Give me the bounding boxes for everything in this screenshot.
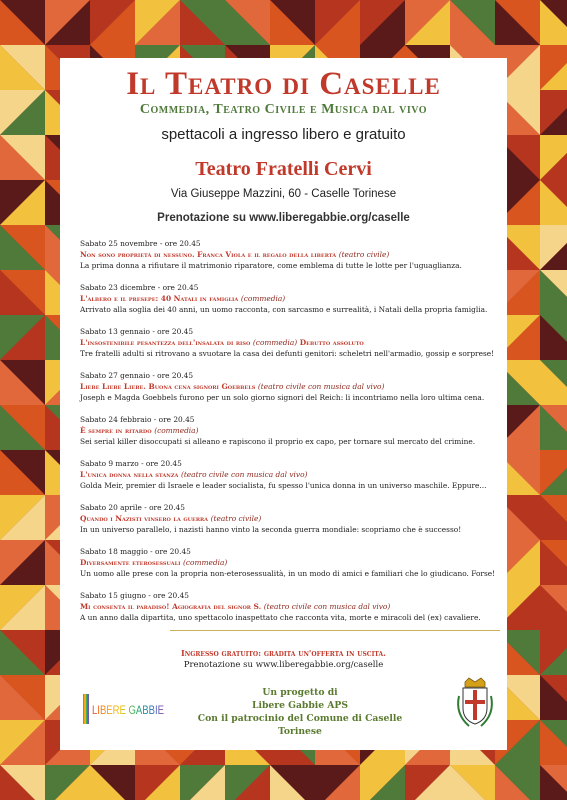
event-date: Sabato 23 dicembre - ore 20.45 (80, 283, 199, 292)
free-entry-note: Ingresso gratuito: gradita un'offerta in uscita. (181, 648, 386, 658)
event-description: La prima donna a rifiutare il matrimonio riparatore, come emblema di tutte le lotte per l'uguaglianza. (80, 261, 462, 270)
event-genre: (teatro civile con musica dal vivo) (263, 602, 391, 611)
event-date: Sabato 24 febbraio - ore 20.45 (80, 415, 195, 424)
free-entry-line: spettacoli a ingresso libero e gratuito (161, 126, 406, 143)
caselle-coat-of-arms-icon (455, 678, 495, 730)
event-description: Arrivato alla soglia dei 40 anni, un uomo racconta, con sarcasmo e surrealità, i Natali della propria famiglia. (80, 305, 488, 314)
event-date: Sabato 9 marzo - ore 20.45 (80, 459, 182, 468)
event-description: Un uomo alle prese con la propria non-eterosessualità, in un modo di amici e familiari che lo giudicano. Forse! (80, 569, 496, 578)
event-title: L'albero e il presepe: 40 Natali in famiglia (commedia) (80, 294, 286, 303)
event-title: L'insostenibile pesantezza dell'insalata di riso (commedia) Debutto assoluto (80, 338, 364, 347)
event-item (80, 546, 496, 590)
event-title: Diversamente eterosessuali (commedia) (80, 558, 228, 567)
event-title: Mi consenta il paradiso! Agiografia del signor S. (teatro civile con musica dal vivo) (80, 602, 391, 611)
event-genre: (commedia) (252, 338, 298, 347)
event-item (80, 238, 492, 282)
program-panel (60, 58, 507, 750)
event-item (80, 458, 492, 502)
event-item (80, 326, 495, 370)
event-date: Sabato 25 novembre - ore 20.45 (80, 239, 201, 248)
svg-text:LIBERE GABBIE: LIBERE GABBIE (92, 705, 165, 717)
event-item (80, 590, 492, 634)
event-title: Non sono proprietà di nessuno. Franca Viola e il regalo della libertà (teatro civile) (80, 250, 390, 259)
event-genre: (commedia) (240, 294, 286, 303)
event-genre: (commedia) (183, 558, 228, 567)
footer-divider (170, 630, 500, 631)
event-genre: (teatro civile) (210, 514, 262, 523)
event-description: Tre fratelli adulti si ritrovano a svuotare la casa dei defunti genitori: scheletri nell'armadio, gossip e sorprese! (80, 349, 495, 358)
event-description: Sei serial killer disoccupati si alleano e rapiscono il proprio ex capo, per tornare sul mercato del crimine. (80, 437, 476, 446)
venue-name: Teatro Fratelli Cervi (195, 158, 372, 180)
libere-gabbie-logo (80, 688, 166, 730)
project-line-1: Un progetto di (262, 687, 338, 698)
event-item (80, 502, 492, 546)
event-date: Sabato 18 maggio - ore 20.45 (80, 547, 191, 556)
event-title: È sempre in ritardo (commedia) (80, 426, 199, 435)
event-item (80, 370, 492, 414)
footer-booking-line: Prenotazione su www.liberegabbie.org/caselle (183, 660, 384, 670)
project-line-2: Libere Gabbie APS (252, 700, 348, 711)
event-date: Sabato 15 giugno - ore 20.45 (80, 591, 189, 600)
booking-line: Prenotazione su www.liberegabbie.org/caselle (157, 212, 410, 224)
event-genre: (teatro civile con musica dal vivo) (257, 382, 385, 391)
event-date: Sabato 27 gennaio - ore 20.45 (80, 371, 194, 380)
event-description: Golda Meir, premier di Israele e leader socialista, fu spesso l'unica donna in un universo maschile. Eppure... (80, 481, 487, 490)
event-description: In un universo parallelo, i nazisti hanno vinto la seconda guerra mondiale: scopriamo che è successo! (80, 525, 462, 534)
event-item (80, 414, 492, 458)
event-description: A un anno dalla dipartita, uno spettacolo inaspettato che racconta vita, morte e miracoli del (ex) cavaliere. (80, 613, 481, 622)
event-title: L'unica donna nella stanza (teatro civile con musica dal vivo) (80, 470, 308, 479)
event-list (80, 238, 496, 634)
poster-title: Il Teatro di Caselle (126, 66, 441, 102)
project-line-3: Con il patrocinio del Comune di Caselle Torinese (197, 713, 403, 737)
poster-subtitle: Commedia, Teatro Civile e Musica dal vivo (139, 102, 428, 117)
event-date: Sabato 13 gennaio - ore 20.45 (80, 327, 194, 336)
event-genre: (teatro civile) (338, 250, 390, 259)
event-genre: (teatro civile con musica dal vivo) (180, 470, 308, 479)
venue-address: Via Giuseppe Mazzini, 60 - Caselle Torinese (170, 188, 397, 200)
event-title: Quando i Nazisti vinsero la guerra (teatro civile) (80, 514, 262, 523)
event-title: Liebe Liebe Liebe. Buona cena signori Goebbels (teatro civile con musica dal vivo) (80, 382, 385, 391)
event-description: Joseph e Magda Goebbels furono per un solo giorno signori del Reich: li incontriamo nella loro ultima cena. (80, 393, 485, 402)
event-item (80, 282, 492, 326)
premiere-tag: Debutto assoluto (299, 338, 364, 347)
event-date: Sabato 20 aprile - ore 20.45 (80, 503, 185, 512)
event-genre: (commedia) (154, 426, 199, 435)
project-credits (175, 686, 425, 738)
